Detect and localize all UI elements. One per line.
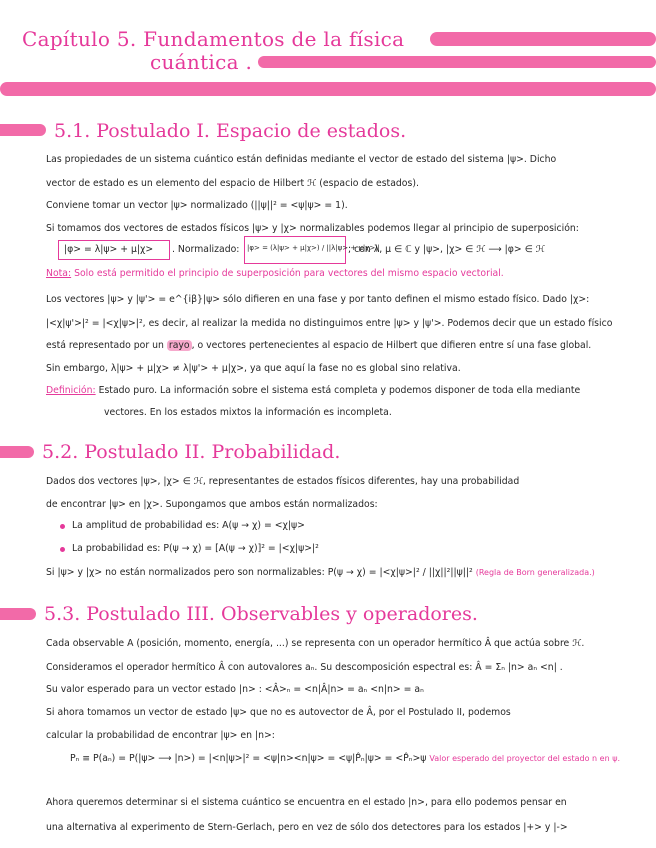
chapter-title-line2: cuántica . [150, 50, 253, 74]
text-line: Sin embargo, λ|ψ> + μ|χ> ≠ λ|ψ'> + μ|χ>, ya que aquí la fase no es global sino relativa. [46, 363, 461, 374]
probability-equation: Pₙ ≡ P(aₙ) = P(|ψ> ⟶ |n>) = |<n|ψ>|² = <ψ|n><n|ψ> = <ψ|P̂ₙ|ψ> = <P̂ₙ>ψ [70, 753, 427, 764]
superposition-equation: |φ> = λ|ψ> + μ|χ> [64, 244, 154, 255]
chapter-title-line1: Capítulo 5. Fundamentos de la física [22, 27, 405, 51]
section-marker-bar [0, 446, 34, 458]
text-fragment: , o vectores pertenecientes al espacio de Hilbert que difieren entre sí una fase global. [191, 340, 592, 351]
text-line: vector de estado es un elemento del espacio de Hilbert ℋ (espacio de estados). [46, 178, 419, 189]
title-underline-bar [0, 82, 656, 96]
bullet-dot [60, 524, 65, 529]
definition-label: Definición: [46, 385, 96, 396]
note-line [46, 268, 504, 279]
text-line: Cada observable A (posición, momento, energía, ...) se representa con un operador hermítico Â que actúa sobre ℋ. [46, 638, 585, 649]
text-line: |<χ|ψ'>|² = |<χ|ψ>|², es decir, al realizar la medida no distinguimos entre |ψ> y |ψ'>. Podemos decir que un estado físico [46, 318, 613, 329]
text-line: Dados dos vectores |ψ>, |χ> ∈ ℋ, representantes de estados físicos diferentes, hay una probabilidad [46, 476, 520, 487]
text-line: calcular la probabilidad de encontrar |ψ> en |n>: [46, 730, 275, 741]
definition-line [46, 385, 580, 396]
definition-text: Estado puro. La información sobre el sistema está completa y podemos disponer de toda ella mediante [98, 385, 581, 396]
text-line: Las propiedades de un sistema cuántico están definidas mediante el vector de estado del sistema |ψ>. Dicho [46, 154, 557, 165]
bullet-amplitude: La amplitud de probabilidad es: A(ψ → χ) = <χ|ψ> [72, 520, 305, 531]
section-heading-5-1: 5.1. Postulado I. Espacio de estados. [54, 120, 407, 142]
born-rule-note: (Regla de Born generalizada.) [475, 568, 595, 577]
normalized-label: . Normalizado: [172, 244, 240, 255]
section-heading-5-3: 5.3. Postulado III. Observables y operadores. [44, 603, 478, 625]
highlighted-term-rayo: rayo [168, 340, 190, 351]
section-marker-bar [0, 608, 36, 620]
born-rule-text: Si |ψ> y |χ> no están normalizados pero son normalizables: P(ψ → χ) = |<χ|ψ>|² / ||χ||²||ψ||² [46, 567, 473, 578]
bullet-probability: La probabilidad es: P(ψ → χ) = [A(ψ → χ)]² = |<χ|ψ>|² [72, 543, 319, 554]
text-line: Su valor esperado para un vector estado |n> : <Â>ₙ = <n|Â|n> = aₙ <n|n> = aₙ [46, 684, 424, 695]
text-line: Consideramos el operador hermítico Â con autovalores aₙ. Su descomposición espectral es: Â = Σₙ |n> aₙ <n| . [46, 662, 563, 673]
note-text: Solo está permitido el principio de superposición para vectores del mismo espacio vectorial. [74, 268, 504, 279]
equation-annotation: Valor esperado del proyector del estado n en ψ. [429, 754, 621, 763]
section-heading-5-2: 5.2. Postulado II. Probabilidad. [42, 441, 341, 463]
coefficient-condition: ; con λ, μ ∈ ℂ y |ψ>, |χ> ∈ ℋ ⟶ |φ> ∈ ℋ [348, 244, 545, 255]
title-highlight-bar-2 [258, 56, 656, 68]
text-line [46, 340, 591, 351]
title-highlight-bar-1 [430, 32, 656, 46]
text-line: Si ahora tomamos un vector de estado |ψ> que no es autovector de Â, por el Postulado II, podemos [46, 707, 511, 718]
probability-equation-line [70, 753, 620, 764]
text-line: Ahora queremos determinar si el sistema cuántico se encuentra en el estado |n>, para ello podemos pensar en [46, 797, 567, 808]
text-line [46, 567, 595, 578]
text-fragment: está representado por un [46, 340, 164, 351]
text-line: de encontrar |ψ> en |χ>. Supongamos que ambos están normalizados: [46, 499, 378, 510]
text-line: Conviene tomar un vector |ψ> normalizado (||ψ||² = <ψ|ψ> = 1). [46, 200, 348, 211]
section-marker-bar [0, 124, 46, 136]
normalized-equation: |φ> = (λ|ψ> + μ|χ>) / ||λ|ψ> + μ|χ>|| [247, 244, 380, 252]
bullet-dot [60, 547, 65, 552]
text-line: Si tomamos dos vectores de estados físicos |ψ> y |χ> normalizables podemos llegar al principio de superposición: [46, 223, 579, 234]
definition-text-continued: vectores. En los estados mixtos la información es incompleta. [104, 407, 392, 418]
note-label: Nota: [46, 268, 72, 279]
text-line: Los vectores |ψ> y |ψ'> = e^{iβ}|ψ> sólo difieren en una fase y por tanto definen el mismo estado físico. Dado |χ>: [46, 294, 590, 305]
text-line: una alternativa al experimento de Stern-Gerlach, pero en vez de sólo dos detectores para los estados |+> y |-> [46, 822, 568, 833]
